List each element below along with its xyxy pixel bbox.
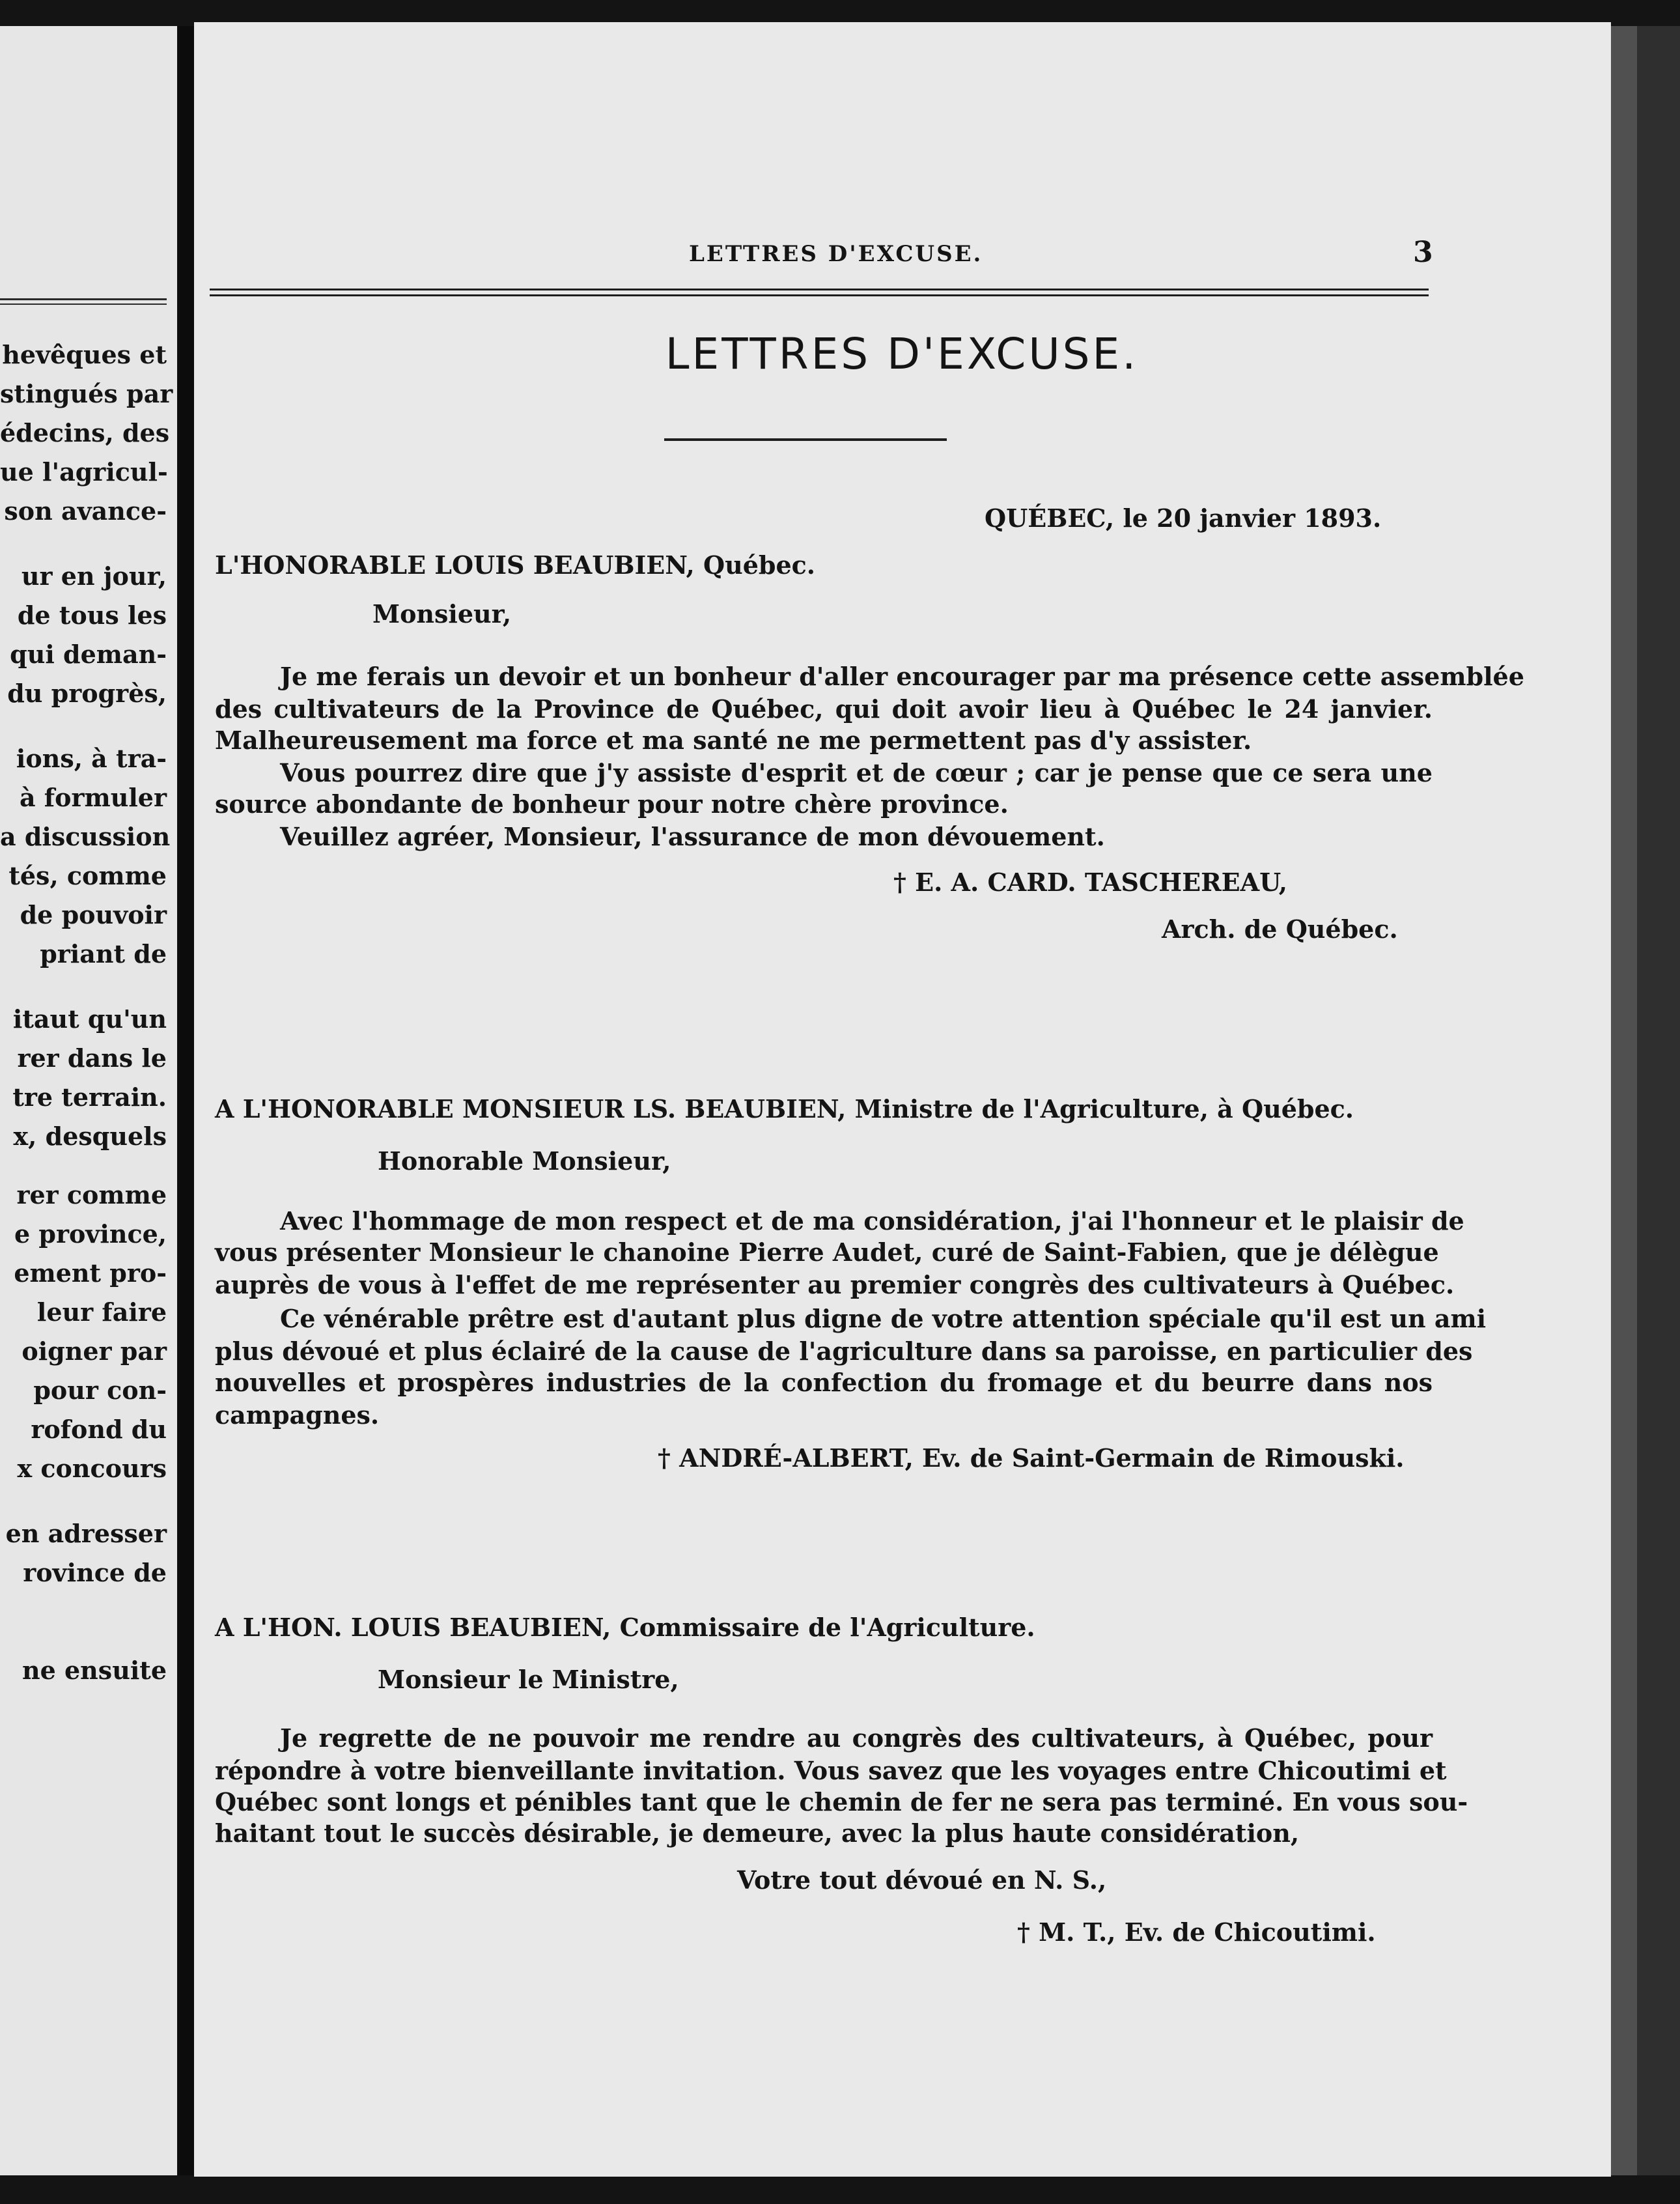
- previous-page-line: rofond du: [31, 1415, 167, 1444]
- letter-3-closing: Votre tout dévoué en N. S.,: [737, 1865, 1107, 1895]
- page-title: LETTRES D'EXCUSE.: [665, 329, 1139, 379]
- letter-3-body-line: répondre à votre bienveillante invitation. Vous savez que les voyages entre Chicoutimi et: [215, 1756, 1447, 1785]
- previous-page-line: tre terrain.: [12, 1082, 167, 1112]
- letter-1-body-line: Vous pourrez dire que j'y assiste d'esprit et de cœur ; car je pense que ce sera une: [280, 758, 1433, 787]
- letter-1-dateline: QUÉBEC, le 20 janvier 1893.: [985, 503, 1382, 533]
- previous-page-line: de pouvoir: [20, 900, 167, 929]
- previous-page-line: à formuler: [19, 783, 167, 812]
- letter-1-body-line: source abondante de bonheur pour notre chère province.: [215, 789, 1009, 819]
- previous-page-fragment: [0, 26, 177, 2175]
- letter-3-body-line: haitant tout le succès désirable, je demeure, avec la plus haute considération,: [215, 1818, 1300, 1848]
- letter-2-body-line: auprès de vous à l'effet de me représenter au premier congrès des cultivateurs à Québec.: [215, 1270, 1455, 1299]
- letter-1-signature-title: Arch. de Québec.: [1162, 914, 1398, 944]
- previous-page-line: a discussion: [0, 822, 171, 851]
- letter-1-address: L'HONORABLE LOUIS BEAUBIEN, Québec.: [215, 550, 816, 580]
- previous-page-line: ement pro-: [14, 1258, 167, 1288]
- previous-page-rule: [0, 298, 167, 305]
- previous-page-line: qui deman-: [10, 640, 167, 669]
- previous-page-line: ne ensuite: [21, 1656, 167, 1685]
- previous-page-line: hevêques et: [2, 340, 167, 369]
- previous-page-line: son avance-: [4, 496, 167, 526]
- title-rule: [664, 438, 947, 441]
- previous-page-line: en adresser: [5, 1519, 167, 1548]
- letter-3-body-line: Je regrette de ne pouvoir me rendre au congrès des cultivateurs, à Québec, pour: [280, 1723, 1433, 1753]
- previous-page-line: x concours: [17, 1454, 167, 1483]
- letter-1-body-line: Veuillez agréer, Monsieur, l'assurance de mon dévouement.: [280, 822, 1105, 851]
- page-number: 3: [1413, 236, 1433, 269]
- letter-2-salutation: Honorable Monsieur,: [378, 1146, 671, 1176]
- previous-page-line: ur en jour,: [21, 561, 167, 591]
- book-gutter: [177, 26, 194, 2175]
- letter-2-body-line: Ce vénérable prêtre est d'autant plus digne de votre attention spéciale qu'il est un ami: [280, 1304, 1487, 1333]
- previous-page-line: oigner par: [21, 1336, 167, 1366]
- letter-2-body-line: vous présenter Monsieur le chanoine Pierre Audet, curé de Saint-Fabien, que je délègue: [215, 1237, 1439, 1267]
- letter-2-address: A L'HONORABLE MONSIEUR LS. BEAUBIEN, Ministre de l'Agriculture, à Québec.: [215, 1094, 1354, 1123]
- previous-page-line: priant de: [40, 939, 167, 968]
- previous-page-line: stingués par: [0, 379, 173, 408]
- previous-page-line: itaut qu'un: [12, 1004, 167, 1034]
- previous-page-line: rovince de: [23, 1558, 167, 1587]
- letter-2-body-line: plus dévoué et plus éclairé de la cause de l'agriculture dans sa paroisse, en particulier des: [215, 1336, 1473, 1366]
- previous-page-line: e province,: [14, 1219, 167, 1249]
- letter-3-salutation: Monsieur le Ministre,: [378, 1665, 679, 1694]
- previous-page-line: ue l'agricul-: [0, 457, 168, 487]
- previous-page-line: ions, à tra-: [16, 744, 167, 773]
- letter-2-body-line: nouvelles et prospères industries de la confection du fromage et du beurre dans nos: [215, 1368, 1433, 1397]
- letter-1-signature: † E. A. CARD. TASCHEREAU,: [893, 868, 1287, 897]
- letter-3-signature: † M. T., Ev. de Chicoutimi.: [1017, 1917, 1376, 1947]
- letter-1-body-line: des cultivateurs de la Province de Québec, qui doit avoir lieu à Québec le 24 janvier.: [215, 694, 1433, 724]
- header-rule: [210, 289, 1429, 296]
- letter-3-body-line: Québec sont longs et pénibles tant que le chemin de fer ne sera pas terminé. En vous sou-: [215, 1787, 1468, 1816]
- letter-2-body-line: Avec l'hommage de mon respect et de ma considération, j'ai l'honneur et le plaisir de: [280, 1206, 1464, 1236]
- previous-page-line: de tous les: [17, 600, 167, 630]
- running-head: LETTRES D'EXCUSE.: [689, 241, 983, 267]
- previous-page-line: rer comme: [16, 1180, 167, 1209]
- previous-page-line: x, desquels: [13, 1122, 167, 1151]
- previous-page-line: tés, comme: [8, 861, 167, 890]
- previous-page-line: leur faire: [36, 1297, 167, 1327]
- page-edge-inner: [1611, 26, 1637, 2175]
- letter-2-body-line: campagnes.: [215, 1400, 380, 1430]
- previous-page-line: édecins, des: [0, 418, 170, 447]
- previous-page-line: pour con-: [33, 1376, 167, 1405]
- letter-1-body-line: Malheureusement ma force et ma santé ne me permettent pas d'y assister.: [215, 726, 1252, 755]
- letter-1-salutation: Monsieur,: [372, 599, 512, 629]
- letter-3-address: A L'HON. LOUIS BEAUBIEN, Commissaire de l'Agriculture.: [215, 1613, 1035, 1642]
- letter-1-body-line: Je me ferais un devoir et un bonheur d'aller encourager par ma présence cette assemblée: [280, 662, 1524, 691]
- letter-2-signature: † ANDRÉ-ALBERT, Ev. de Saint-Germain de Rimouski.: [658, 1443, 1405, 1473]
- previous-page-line: rer dans le: [17, 1043, 167, 1073]
- previous-page-line: du progrès,: [7, 679, 167, 708]
